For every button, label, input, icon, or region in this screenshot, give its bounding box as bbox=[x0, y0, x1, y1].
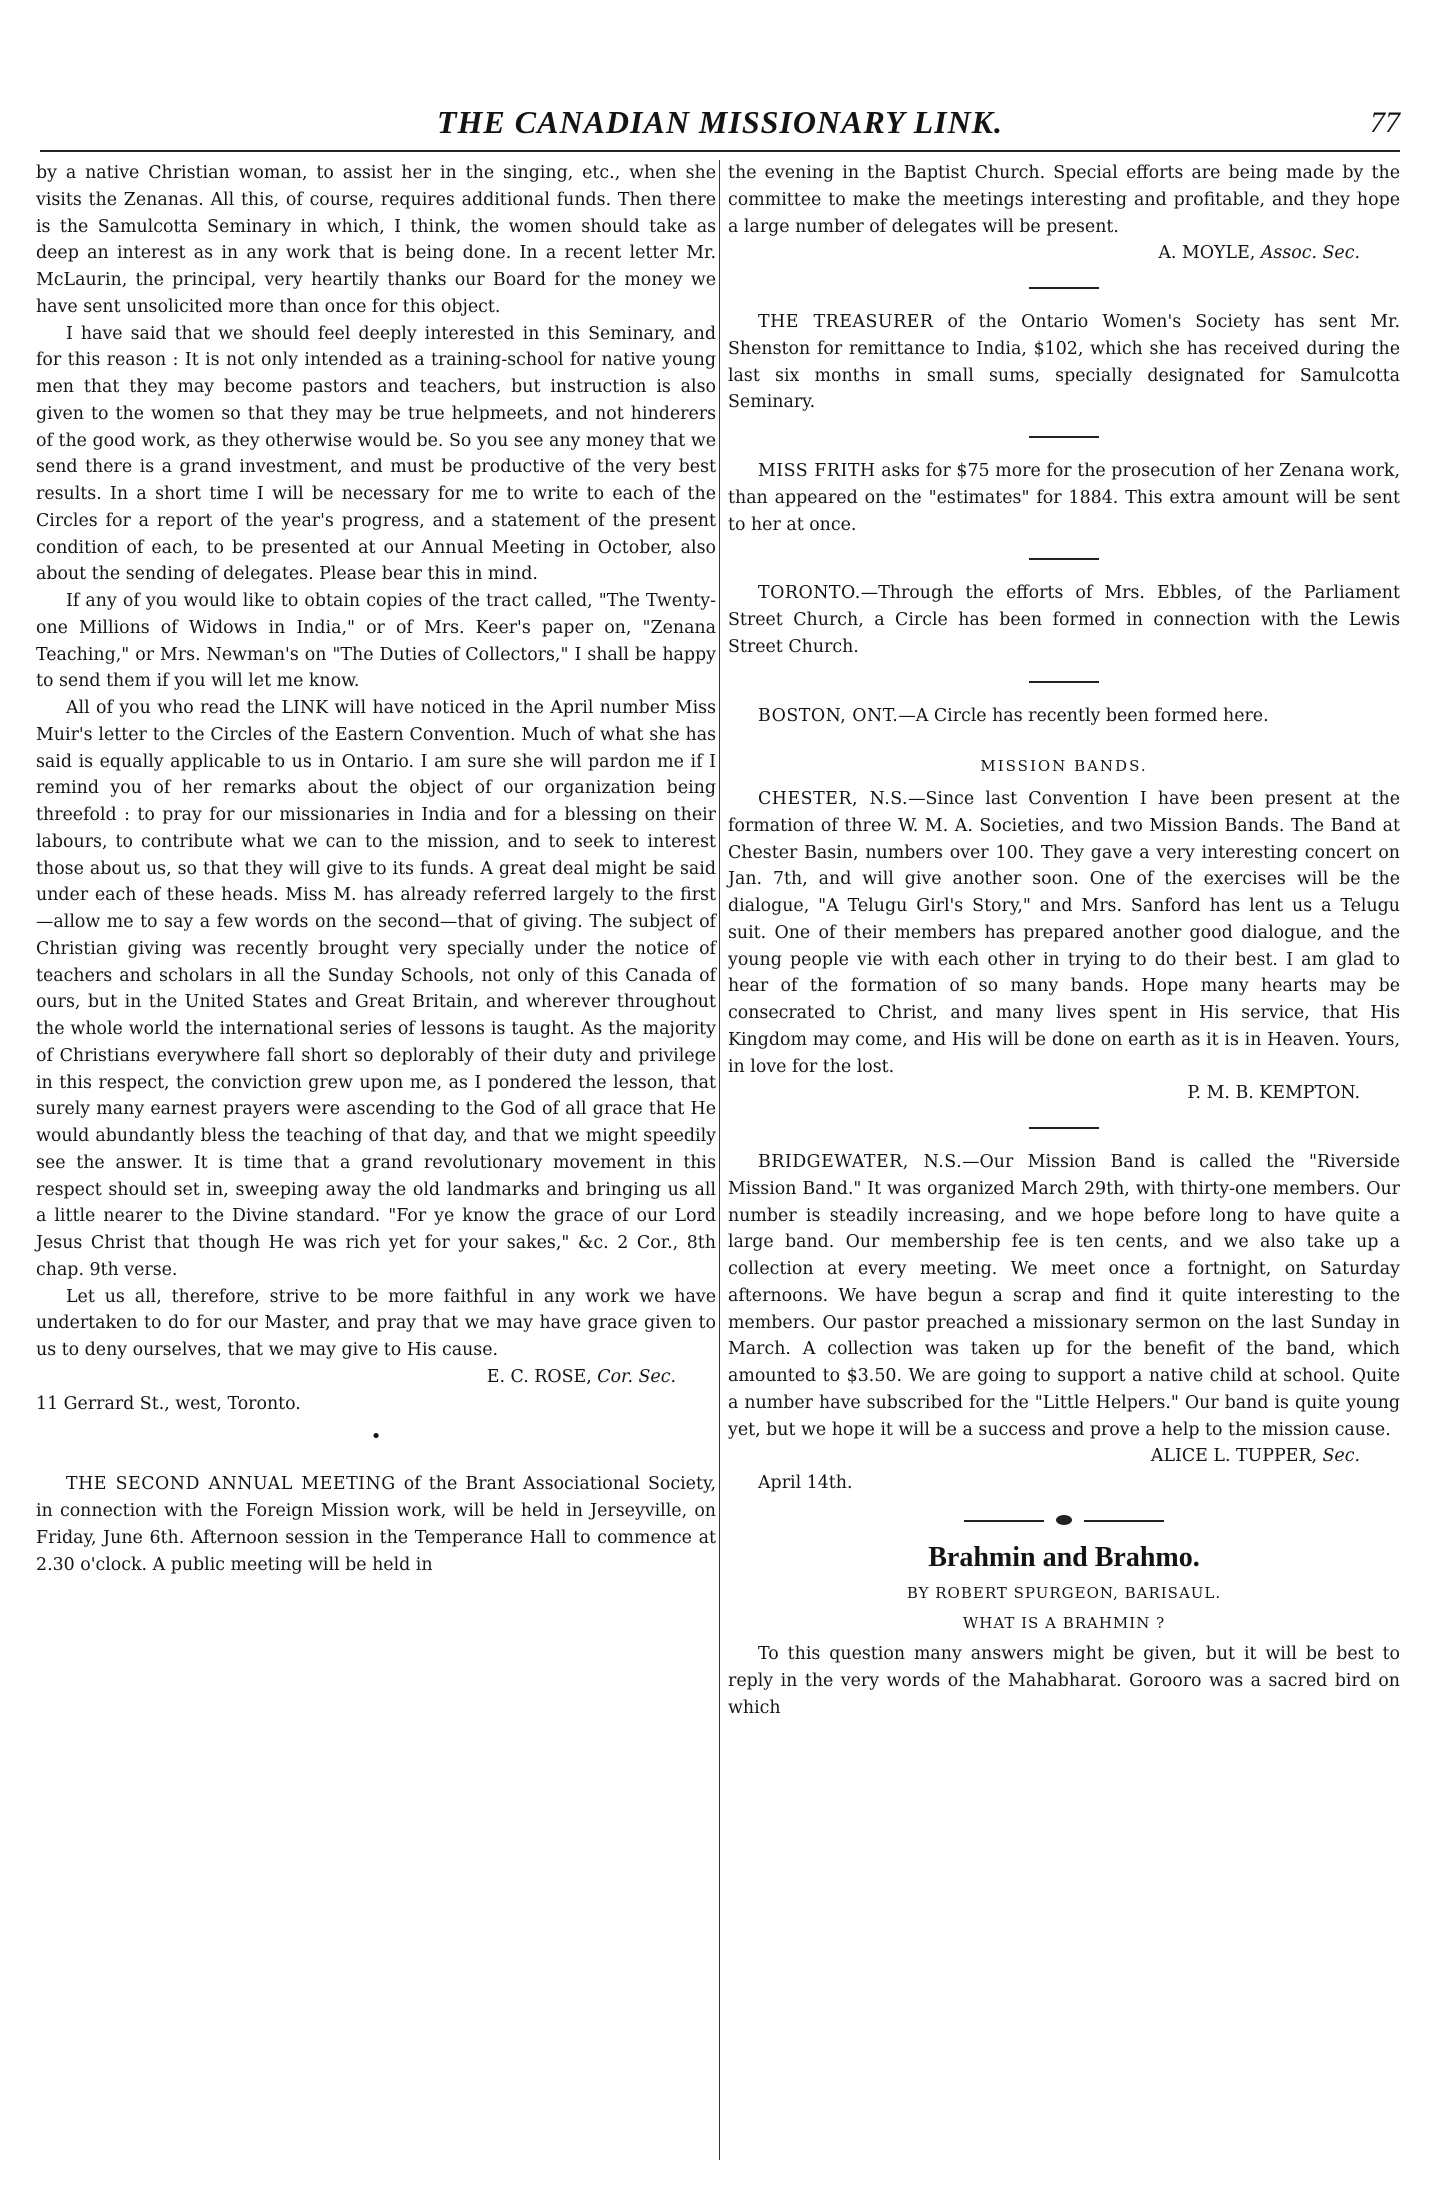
notice-paragraph bbox=[36, 1471, 716, 1578]
paragraph: All of you who read the LINK will have noticed in the April number Miss Muir's letter to the Circles of the Eastern Convention. Much of what she has said is equally applicable to us in Ontario. I am sure she will pardon me if I remind you of her remarks about the object of our organization being threefold : to pray for our missionaries in India and for a blessing on their labours, to contribute what we can to the mission, and to seek to interest those about us, so that they will give to its funds. A great deal might be said under each of these heads. Miss M. has already referred largely to the first—allow me to say a few words on the second—that of giving. The subject of Christian giving was recently brought very specially under the notice of teachers and scholars in all the Sunday Schools, not only of this Canada of ours, but in the United States and Great Britain, and wherever throughout the whole world the international series of lessons is taught. As the majority of Christians everywhere fall short so deplorably of their duty and privilege in this respect, the conviction grew upon me, as I pondered the lesson, that surely many earnest prayers were ascending to the God of all grace that He would abundantly bless the teaching of that day, and that we might speedily see the answer. It is time that a grand revolutionary movement in this respect should set in, sweeping away the old landmarks and bringing us all a little nearer to the Divine standard. "For ye know the grace of our Lord Jesus Christ that though He was rich yet for your sakes," &c. 2 Cor., 8th chap. 9th verse. bbox=[36, 698, 716, 1280]
paragraph: Let us all, therefore, strive to be more faithful in any work we have undertaken to do for our Master, and pray that we may have grace given to us to deny ourselves, that we may give to His cause. bbox=[36, 1286, 716, 1360]
section-heading: MISSION BANDS. bbox=[980, 757, 1148, 776]
article-byline: BY ROBERT SPURGEON, BARISAUL. bbox=[906, 1583, 1222, 1602]
article-title: Brahmin and Brahmo. bbox=[928, 1541, 1200, 1573]
article-subheading: WHAT IS A BRAHMIN ? bbox=[962, 1614, 1166, 1633]
notice-body: —Since last Convention I have been present at the formation of three W. M. A. Societies, and two Mission Bands. The Band at Chester Basin, numbers over 100. They gave a very interesting concert on Jan. 7th, and will give another soon. One of the exercises will be the dialogue, "A Telugu Girl's Story," and Mrs. Sanford has lent us a Telugu suit. One of their members has prepared another good dialogue, and the young people vie with each other in trying to do their best. I am glad to hear of the formation of so many bands. Hope many hearts may be consecrated to Christ, and many lives spent in His service, that His Kingdom may come, and His will be done on earth as it is in Heaven. Yours, in love for the lost. bbox=[728, 789, 1400, 1077]
page-header bbox=[40, 100, 1400, 152]
paragraph: I have said that we should feel deeply interested in this Seminary, and for this reason : It is not only intended as a training-school for native young men that they may become pastors and teachers, but instruction is also given to the women so that they may be true helpmeets, and not hinderers of the good work, as they otherwise would be. So you see any money that we send there is a grand investment, and must be productive of the very best results. In a short time I will be necessary for me to write to each of the Circles for a report of the year's progress, and a statement of the present condition of each, to be presented at our Annual Meeting in October, also about the sending of delegates. Please bear this in mind. bbox=[36, 323, 716, 585]
signature-title: Sec. bbox=[1322, 1446, 1360, 1467]
signature bbox=[728, 1443, 1400, 1470]
notice-lead: MISS FRITH bbox=[758, 461, 876, 481]
date-line: April 14th. bbox=[758, 1473, 853, 1493]
notice-body: of the Brant Associational Society, in connection with the Foreign Mission work, will be held in Jerseyville, on Friday, June 6th. Afternoon session in the Temperance Hall to commence at 2.30 o'clock. A public meeting will be held in bbox=[36, 1474, 717, 1575]
notice-body: —A Circle has recently been formed here. bbox=[898, 705, 1269, 726]
signature-name: E. C. ROSE, bbox=[486, 1366, 592, 1387]
notice-lead: BRIDGEWATER, N.S. bbox=[758, 1152, 963, 1172]
page-number: 77 bbox=[1370, 106, 1400, 139]
notice-body: —Our Mission Band is called the "Riverside Mission Band." It was organized March 29th, with thirty-one members. Our number is steadily increasing, and we hope before long to have quite a large band. Our membership fee is ten cents, and we also take up a collection at every meeting. We meet once a fortnight, on Saturday afternoons. We have begun a scrap and find it quite interesting to the members. Our pastor preached a missionary sermon on the last Sunday in March. A collection was taken up for the benefit of the band, which amounted to $3.50. We are going to support a native child at school. Quite a number have subscribed for the "Little Helpers." Our band is quite young yet, but we hope it will be a success and prove a help to the mission cause. bbox=[728, 1152, 1400, 1440]
paragraph: If any of you would like to obtain copies of the tract called, "The Twenty-one Millions of Widows in India," or of Mrs. Keer's paper on, "Zenana Teaching," or Mrs. Newman's on "The Duties of Collectors," I shall be happy to send them if you will let me know. bbox=[36, 591, 716, 692]
notice-paragraph bbox=[728, 309, 1400, 416]
notice-paragraph bbox=[728, 580, 1400, 660]
notice-lead: THE TREASURER bbox=[758, 312, 934, 332]
publication-title: THE CANADIAN MISSIONARY LINK. bbox=[436, 104, 1004, 140]
address: 11 Gerrard St., west, Toronto. bbox=[36, 1393, 301, 1414]
notice-body: asks for $75 more for the prosecution of her Zenana work, than appeared on the "estimates" for 1884. This extra amount will be sent to her at once. bbox=[728, 461, 1400, 535]
column-divider bbox=[719, 160, 720, 2160]
notice-paragraph bbox=[728, 1149, 1400, 1443]
left-column bbox=[36, 160, 716, 1578]
paragraph: by a native Christian woman, to assist her in the singing, etc., when she visits the Zenanas. All this, of course, requires additional funds. Then there is the Samulcotta Seminary in which, I think, the women should take as deep an interest as in any work that is being done. In a recent letter Mr. McLaurin, the principal, very heartily thanks our Board for the money we have sent unsolicited more than once for this object. bbox=[36, 163, 716, 317]
signature-name: A. MOYLE, bbox=[1158, 243, 1256, 264]
rule-divider bbox=[1029, 1127, 1099, 1129]
notice-body: of the Ontario Women's Society has sent Mr. Shenston for remittance to India, $102, which she has received during the last six months in small sums, specially designated for Samulcotta Seminary. bbox=[728, 312, 1400, 413]
rule-divider bbox=[1029, 436, 1099, 438]
rule-divider bbox=[1029, 681, 1099, 683]
rule-divider bbox=[1029, 558, 1099, 560]
notice-lead: TORONTO. bbox=[758, 583, 861, 604]
signature bbox=[36, 1364, 716, 1391]
notice-paragraph bbox=[728, 458, 1400, 538]
notice-paragraph bbox=[728, 703, 1400, 730]
signature-title: Cor. Sec. bbox=[597, 1366, 676, 1387]
paragraph: To this question many answers might be given, but it will be best to reply in the very words of the Mahabharat. Gorooro was a sacred bird on which bbox=[728, 1644, 1400, 1718]
separator-dot: • bbox=[370, 1426, 382, 1448]
signature: P. M. B. KEMPTON. bbox=[1187, 1083, 1360, 1104]
notice-lead: BOSTON, ONT. bbox=[758, 705, 899, 726]
notice-body: —Through the efforts of Mrs. Ebbles, of the Parliament Street Church, a Circle has been formed in connection with the Lewis Street Church. bbox=[728, 583, 1400, 657]
rule-divider bbox=[1029, 287, 1099, 289]
notice-paragraph bbox=[728, 786, 1400, 1080]
ornament-divider bbox=[964, 1519, 1164, 1523]
signature bbox=[728, 240, 1400, 267]
notice-lead: CHESTER, N.S. bbox=[758, 789, 909, 809]
signature-title: Assoc. Sec. bbox=[1260, 243, 1360, 264]
right-column bbox=[728, 160, 1400, 1721]
signature-name: ALICE L. TUPPER, bbox=[1150, 1446, 1317, 1467]
notice-lead: THE SECOND ANNUAL MEETING bbox=[66, 1474, 396, 1495]
paragraph: the evening in the Baptist Church. Special efforts are being made by the committee to make the meetings interesting and profitable, and they hope a large number of delegates will be present. bbox=[728, 163, 1400, 237]
